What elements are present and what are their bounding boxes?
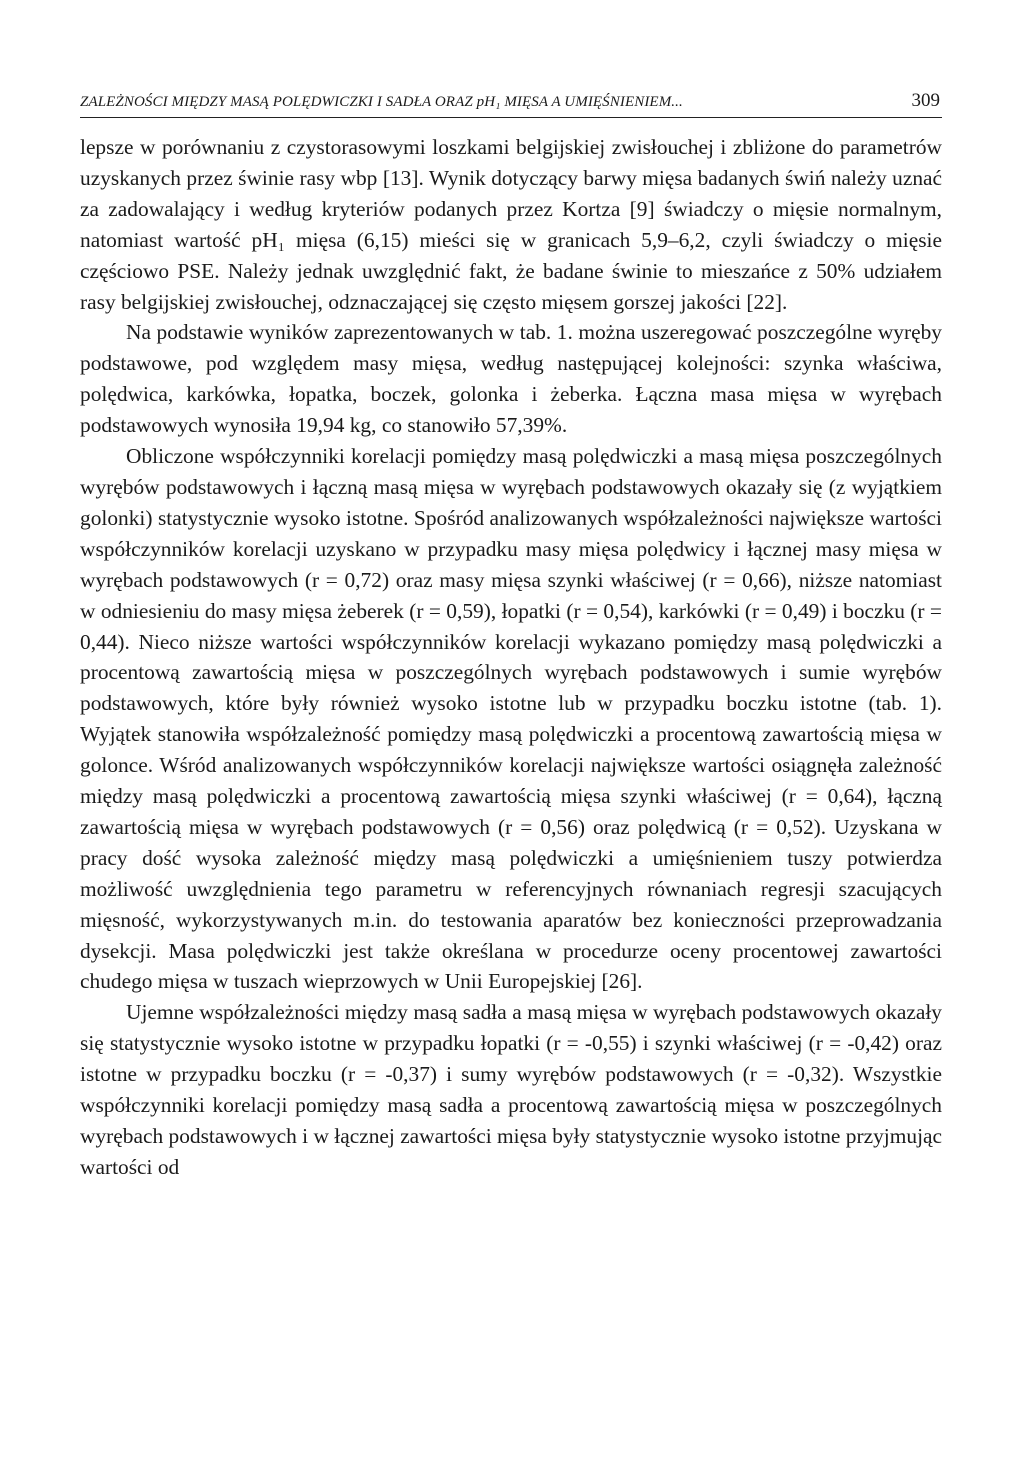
paragraph-1: lepsze w porównaniu z czystorasowymi loszkami belgijskiej zwisłouchej i zbliżone do parametrów uzyskanych przez świnie rasy wbp [13]. Wynik dotyczący barwy mięsa badanych świń należy uznać za zadowalający i według kryteriów podanych przez Kortza [9] świadczy o mięsie normalnym, natomiast wartość pH₁ mięsa (6,15) mieści się w granicach 5,9–6,2, czyli świadczy o mięsie częściowo PSE. Należy jednak uwzględnić fakt, że badane świnie to mieszańce z 50% udziałem rasy belgijskiej zwisłouchej, odznaczającej się często mięsem gorszej jakości [22]. xyxy=(80,135,942,314)
paragraph-2: Na podstawie wyników zaprezentowanych w tab. 1. można uszeregować poszczególne wyręby podstawowe, pod względem masy mięsa, według następującej kolejności: szynka właściwa, polędwica, karkówka, łopatka, boczek, golonka i żeberka. Łączna masa mięsa w wyrębach podstawowych wynosiła 19,94 kg, co stanowiło 57,39%. xyxy=(80,320,942,438)
paragraph-4: Ujemne współzależności między masą sadła a masą mięsa w wyrębach podstawowych okazały się statystycznie wysoko istotne w przypadku łopatki (r = -0,55) i szynki właściwej (r = -0,42) oraz istotne w przypadku boczku (r = -0,37) i sumy wyrębów podstawowych (r = -0,32). Wszystkie współczynniki korelacji pomiędzy masą sadła a procentową zawartością mięsa w poszczególnych wyrębach podstawowych i w łącznej zawartości mięsa były statystycznie wysoko istotne przyjmując wartości od xyxy=(80,1000,942,1179)
body-text xyxy=(80,132,942,1183)
document-page xyxy=(80,90,942,1183)
page-number: 309 xyxy=(911,90,940,111)
running-title: ZALEŻNOŚCI MIĘDZY MASĄ POLĘDWICZKI I SADŁA ORAZ pH₁ MIĘSA A UMIĘŚNIENIEM... xyxy=(80,94,683,110)
running-header xyxy=(80,90,942,118)
paragraph-3: Obliczone współczynniki korelacji pomiędzy masą polędwiczki a masą mięsa poszczególnych wyrębów podstawowych i łączną masą mięsa w wyrębach podstawowych okazały się (z wyjątkiem golonki) statystycznie wysoko istotne. Spośród analizowanych współzależności największe wartości współczynników korelacji uzyskano w przypadku masy mięsa polędwicy i łącznej masy mięsa w wyrębach podstawowych (r = 0,72) oraz masy mięsa szynki właściwej (r = 0,66), niższe natomiast w odniesieniu do masy mięsa żeberek (r = 0,59), łopatki (r = 0,54), karkówki (r = 0,49) i boczku (r = 0,44). Nieco niższe wartości współczynników korelacji wykazano pomiędzy masą polędwiczki a procentową zawartością mięsa w poszczególnych wyrębach podstawowych i sumie wyrębów podstawowych, które były również wysoko istotne lub w przypadku boczku istotne (tab. 1). Wyjątek stanowiła współzależność pomiędzy masą polędwiczki a procentową zawartością mięsa w golonce. Wśród analizowanych współczynników korelacji największe wartości osiągnęła zależność między masą polędwiczki a procentową zawartością mięsa szynki właściwej (r = 0,64), łączną zawartością mięsa w wyrębach podstawowych (r = 0,56) oraz polędwicą (r = 0,52). Uzyskana w pracy dość wysoka zależność między masą polędwiczki a umięśnieniem tuszy potwierdza możliwość uwzględnienia tego parametru w referencyjnych równaniach regresji szacujących mięsność, wykorzystywanych m.in. do testowania aparatów bez konieczności przeprowadzania dysekcji. Masa polędwiczki jest także określana w procedurze oceny procentowej zawartości chudego mięsa w tuszach wieprzowych w Unii Europejskiej [26]. xyxy=(80,444,942,994)
